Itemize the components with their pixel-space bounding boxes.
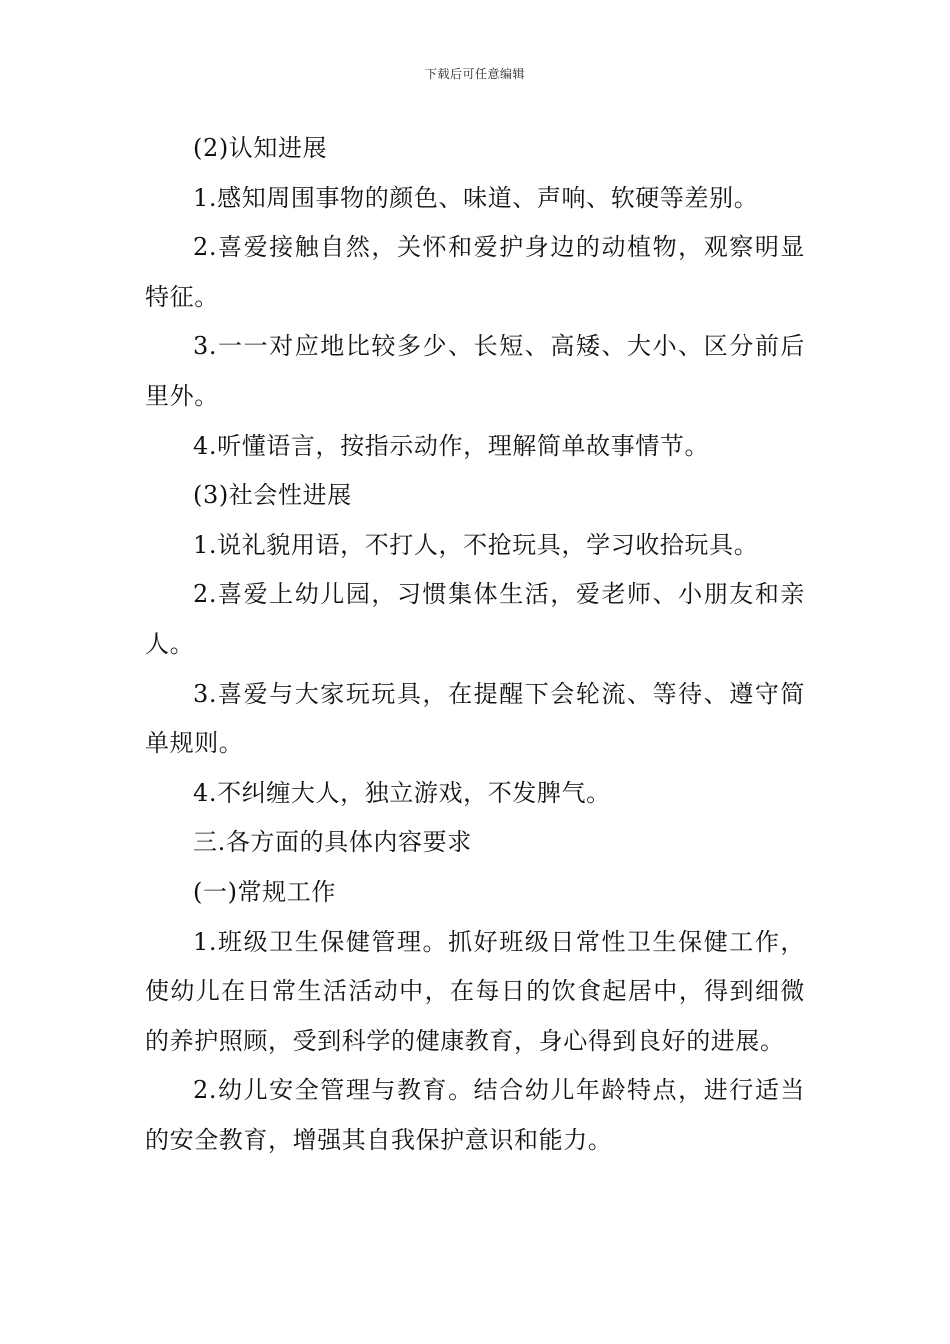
section-heading-requirements: 三.各方面的具体内容要求	[193, 828, 472, 857]
document-body	[145, 124, 805, 1165]
paragraph: 2.幼儿安全管理与教育。结合幼儿年龄特点，进行适当的安全教育，增强其自我保护意识和能力。	[145, 1076, 805, 1154]
section-heading-cognitive: (2)认知进展	[193, 134, 328, 162]
page-header: 下载后可任意编辑	[424, 67, 525, 81]
paragraph: 1.感知周围事物的颜色、味道、声响、软硬等差别。	[193, 183, 759, 212]
section-heading-social: (3)社会性进展	[193, 481, 352, 510]
paragraph: 1.班级卫生保健管理。抓好班级日常性卫生保健工作，使幼儿在日常生活活动中，在每日的饮食起居中，得到细微的养护照顾，受到科学的健康教育，身心得到良好的进展。	[145, 927, 805, 1055]
subsection-heading-routine: (一)常规工作	[193, 877, 336, 906]
paragraph: 4.听懂语言，按指示动作，理解简单故事情节。	[193, 431, 710, 460]
paragraph: 2.喜爱上幼儿园，习惯集体生活，爱老师、小朋友和亲人。	[145, 580, 805, 658]
paragraph: 1.说礼貌用语，不打人，不抢玩具，学习收拾玩具。	[193, 530, 759, 559]
paragraph: 3.一一对应地比较多少、长短、高矮、大小、区分前后里外。	[145, 332, 805, 410]
paragraph: 3.喜爱与大家玩玩具，在提醒下会轮流、等待、遵守简单规则。	[145, 679, 805, 758]
paragraph: 4.不纠缠大人，独立游戏，不发脾气。	[193, 778, 611, 807]
paragraph: 2.喜爱接触自然，关怀和爱护身边的动植物，观察明显特征。	[145, 233, 805, 311]
